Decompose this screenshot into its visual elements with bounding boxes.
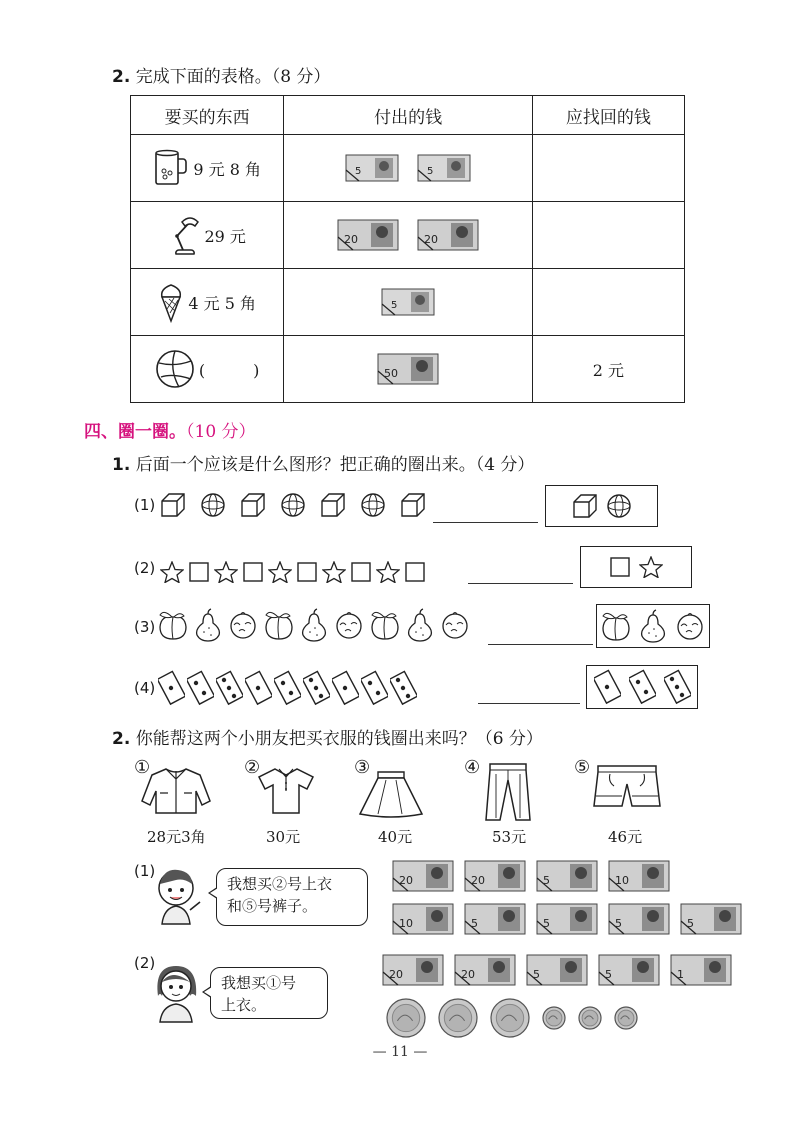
banknote-5-yuan[interactable] xyxy=(536,860,598,892)
domino-card-3 xyxy=(303,670,330,706)
question-number: 2. xyxy=(112,67,131,87)
clothing-number: ① xyxy=(134,757,151,778)
domino-card-1 xyxy=(332,670,359,706)
clothing-number: ④ xyxy=(464,757,481,778)
svg-text:5: 5 xyxy=(687,917,694,930)
coin-row xyxy=(386,998,638,1038)
question-text: 完成下面的表格。（8 分） xyxy=(135,67,331,87)
paid-cell xyxy=(284,202,533,269)
note-value: 5 xyxy=(427,166,434,177)
section-title-text: 四、圈一圈。 xyxy=(84,422,186,442)
svg-text:5: 5 xyxy=(533,968,540,981)
mug-icon xyxy=(153,148,189,188)
svg-text:5: 5 xyxy=(605,968,612,981)
pattern-row-label: (2) xyxy=(134,559,156,577)
banknote-5-yuan[interactable] xyxy=(536,903,598,935)
peach-icon xyxy=(158,609,188,641)
banknote-20-yuan[interactable] xyxy=(464,860,526,892)
answer-line[interactable] xyxy=(478,703,580,704)
peach-icon[interactable] xyxy=(601,610,631,642)
clothing-number: ② xyxy=(244,757,261,778)
paid-cell xyxy=(284,269,533,336)
square-icon xyxy=(404,561,426,583)
banknote-20-yuan[interactable] xyxy=(382,954,444,986)
orange-icon xyxy=(440,611,470,639)
item-cell xyxy=(131,336,284,403)
pattern-sequence-1 xyxy=(160,492,426,518)
table-row xyxy=(131,202,685,269)
shirt-icon[interactable] xyxy=(255,765,317,817)
speech-line: 我想买②号上衣 xyxy=(227,875,333,893)
svg-text:20: 20 xyxy=(471,874,485,887)
item-price-answer-blank[interactable]: ( ) xyxy=(198,360,260,380)
speech-line: 和⑤号裤子。 xyxy=(227,897,318,915)
star-icon xyxy=(160,561,184,583)
star-icon xyxy=(268,561,292,583)
jacket-icon[interactable] xyxy=(140,765,212,815)
pear-icon xyxy=(300,608,328,642)
page-number: — 11 — xyxy=(372,1044,428,1060)
banknote-5-yuan[interactable] xyxy=(598,954,660,986)
item-price: 29 元 xyxy=(204,226,246,246)
paid-cell xyxy=(284,135,533,202)
girl-avatar xyxy=(152,962,202,1024)
clothing-price: 40元 xyxy=(378,828,413,846)
speech-line: 我想买①号 xyxy=(221,974,297,992)
question-number: 2. xyxy=(112,729,131,749)
item-cell xyxy=(131,269,284,336)
domino-card-1[interactable] xyxy=(594,669,621,705)
shorts-icon[interactable] xyxy=(592,764,662,808)
item-cell xyxy=(131,202,284,269)
skirt-icon[interactable] xyxy=(356,770,426,818)
star-icon[interactable] xyxy=(639,556,663,578)
banknote-1-yuan[interactable] xyxy=(670,954,732,986)
pattern-row-label: (1) xyxy=(134,496,156,514)
cube-icon xyxy=(320,492,346,518)
note-value: 5 xyxy=(391,300,398,311)
domino-card-2 xyxy=(187,670,214,706)
question-number: 1. xyxy=(112,455,131,475)
peach-icon xyxy=(264,609,294,641)
banknote-50-yuan xyxy=(377,353,439,385)
banknote-20-yuan[interactable] xyxy=(392,860,454,892)
change-answer-cell[interactable] xyxy=(532,269,684,336)
choice-box-2 xyxy=(580,546,692,588)
coin-1-jiao[interactable] xyxy=(578,1006,602,1030)
speech-bubble xyxy=(210,967,328,1019)
section-points: （10 分） xyxy=(186,422,256,442)
item-cell xyxy=(131,135,284,202)
item-price: 4 元 5 角 xyxy=(188,293,256,313)
svg-text:5: 5 xyxy=(615,917,622,930)
svg-text:20: 20 xyxy=(399,874,413,887)
svg-text:5: 5 xyxy=(543,874,550,887)
header-item: 要买的东西 xyxy=(131,96,284,135)
section-4-title xyxy=(84,417,256,442)
pattern-sequence-2 xyxy=(160,561,426,583)
sphere-icon[interactable] xyxy=(606,493,632,519)
banknote-20-yuan xyxy=(337,219,399,251)
note-value: 5 xyxy=(355,166,362,177)
pattern-row-label: (4) xyxy=(134,679,156,697)
kid-label: (2) xyxy=(134,954,156,972)
note-value: 20 xyxy=(424,233,439,246)
cube-icon xyxy=(240,492,266,518)
sphere-icon xyxy=(200,492,226,518)
star-icon xyxy=(322,561,346,583)
choice-box-1 xyxy=(545,485,658,527)
svg-text:5: 5 xyxy=(471,917,478,930)
pattern-row-label: (3) xyxy=(134,618,156,636)
money-row xyxy=(382,954,732,986)
banknote-5-yuan xyxy=(417,154,471,182)
change-answer-cell[interactable] xyxy=(532,135,684,202)
volleyball-icon xyxy=(155,349,195,389)
banknote-5-yuan xyxy=(345,154,399,182)
pear-icon[interactable] xyxy=(639,609,667,643)
square-icon xyxy=(242,561,264,583)
clothing-price: 28元3角 xyxy=(147,828,206,846)
change-cell: 2 元 xyxy=(532,336,684,403)
table-row xyxy=(131,336,685,403)
svg-text:20: 20 xyxy=(461,968,475,981)
speech-line: 上衣。 xyxy=(221,996,267,1014)
money-row xyxy=(392,903,742,935)
square-icon[interactable] xyxy=(609,556,631,578)
desk-lamp-icon xyxy=(168,214,200,256)
square-icon xyxy=(296,561,318,583)
trousers-icon[interactable] xyxy=(484,762,532,822)
orange-icon xyxy=(228,611,258,639)
question-text: 后面一个应该是什么图形？把正确的圈出来。（4 分） xyxy=(135,455,535,475)
choice-box-3 xyxy=(596,604,710,648)
banknote-5-yuan[interactable] xyxy=(680,903,742,935)
question-text: 你能帮这两个小朋友把买衣服的钱圈出来吗？（6 分） xyxy=(135,729,543,749)
svg-text:1: 1 xyxy=(677,968,684,981)
banknote-20-yuan[interactable] xyxy=(454,954,516,986)
star-icon xyxy=(214,561,238,583)
sphere-icon xyxy=(360,492,386,518)
choice-box-4 xyxy=(586,665,698,709)
change-answer-cell[interactable] xyxy=(532,202,684,269)
svg-text:5: 5 xyxy=(543,917,550,930)
s4-question-2-title xyxy=(112,724,543,749)
money-table xyxy=(130,95,685,403)
pear-icon xyxy=(194,608,222,642)
square-icon xyxy=(188,561,210,583)
pattern-sequence-4 xyxy=(158,670,417,706)
peach-icon xyxy=(370,609,400,641)
answer-line[interactable] xyxy=(433,522,538,523)
header-paid: 付出的钱 xyxy=(284,96,533,135)
note-value: 20 xyxy=(344,233,359,246)
orange-icon xyxy=(334,611,364,639)
boy-avatar xyxy=(152,866,204,926)
banknote-20-yuan xyxy=(417,219,479,251)
cube-icon xyxy=(400,492,426,518)
banknote-5-yuan xyxy=(381,288,435,316)
domino-card-2[interactable] xyxy=(629,669,656,705)
note-value: 50 xyxy=(384,367,399,380)
ice-cream-icon xyxy=(158,281,184,323)
coin-1-yuan[interactable] xyxy=(386,998,426,1038)
answer-line[interactable] xyxy=(468,583,573,584)
question-2-title xyxy=(112,62,330,87)
clothing-price: 46元 xyxy=(608,828,643,846)
banknote-5-yuan[interactable] xyxy=(526,954,588,986)
domino-card-3 xyxy=(216,670,243,706)
banknote-10-yuan[interactable] xyxy=(392,903,454,935)
table-row xyxy=(131,135,685,202)
banknote-5-yuan[interactable] xyxy=(608,903,670,935)
domino-card-2 xyxy=(361,670,388,706)
banknote-10-yuan[interactable] xyxy=(608,860,670,892)
svg-text:10: 10 xyxy=(399,917,413,930)
paid-cell xyxy=(284,336,533,403)
clothing-number: ③ xyxy=(354,757,371,778)
star-icon xyxy=(376,561,400,583)
cube-icon xyxy=(160,492,186,518)
domino-card-1 xyxy=(158,670,185,706)
table-header-row xyxy=(131,96,685,135)
coin-1-jiao[interactable] xyxy=(614,1006,638,1030)
clothing-number: ⑤ xyxy=(574,757,591,778)
s4-question-1-title xyxy=(112,450,534,475)
pear-icon xyxy=(406,608,434,642)
answer-line[interactable] xyxy=(488,644,593,645)
speech-bubble xyxy=(216,868,368,926)
svg-text:10: 10 xyxy=(615,874,629,887)
item-price: 9 元 8 角 xyxy=(193,159,261,179)
svg-text:20: 20 xyxy=(389,968,403,981)
square-icon xyxy=(350,561,372,583)
cube-icon[interactable] xyxy=(572,493,598,519)
money-row xyxy=(392,860,670,892)
coin-1-yuan[interactable] xyxy=(490,998,530,1038)
clothing-price: 53元 xyxy=(492,828,527,846)
domino-card-3 xyxy=(390,670,417,706)
coin-1-jiao[interactable] xyxy=(542,1006,566,1030)
coin-1-yuan[interactable] xyxy=(438,998,478,1038)
kid-label: (1) xyxy=(134,862,156,880)
table-row xyxy=(131,269,685,336)
header-change: 应找回的钱 xyxy=(532,96,684,135)
domino-card-1 xyxy=(245,670,272,706)
clothing-price: 30元 xyxy=(266,828,301,846)
domino-card-3[interactable] xyxy=(664,669,691,705)
sphere-icon xyxy=(280,492,306,518)
domino-card-2 xyxy=(274,670,301,706)
pattern-sequence-3 xyxy=(158,608,470,642)
banknote-5-yuan[interactable] xyxy=(464,903,526,935)
orange-icon[interactable] xyxy=(675,612,705,640)
